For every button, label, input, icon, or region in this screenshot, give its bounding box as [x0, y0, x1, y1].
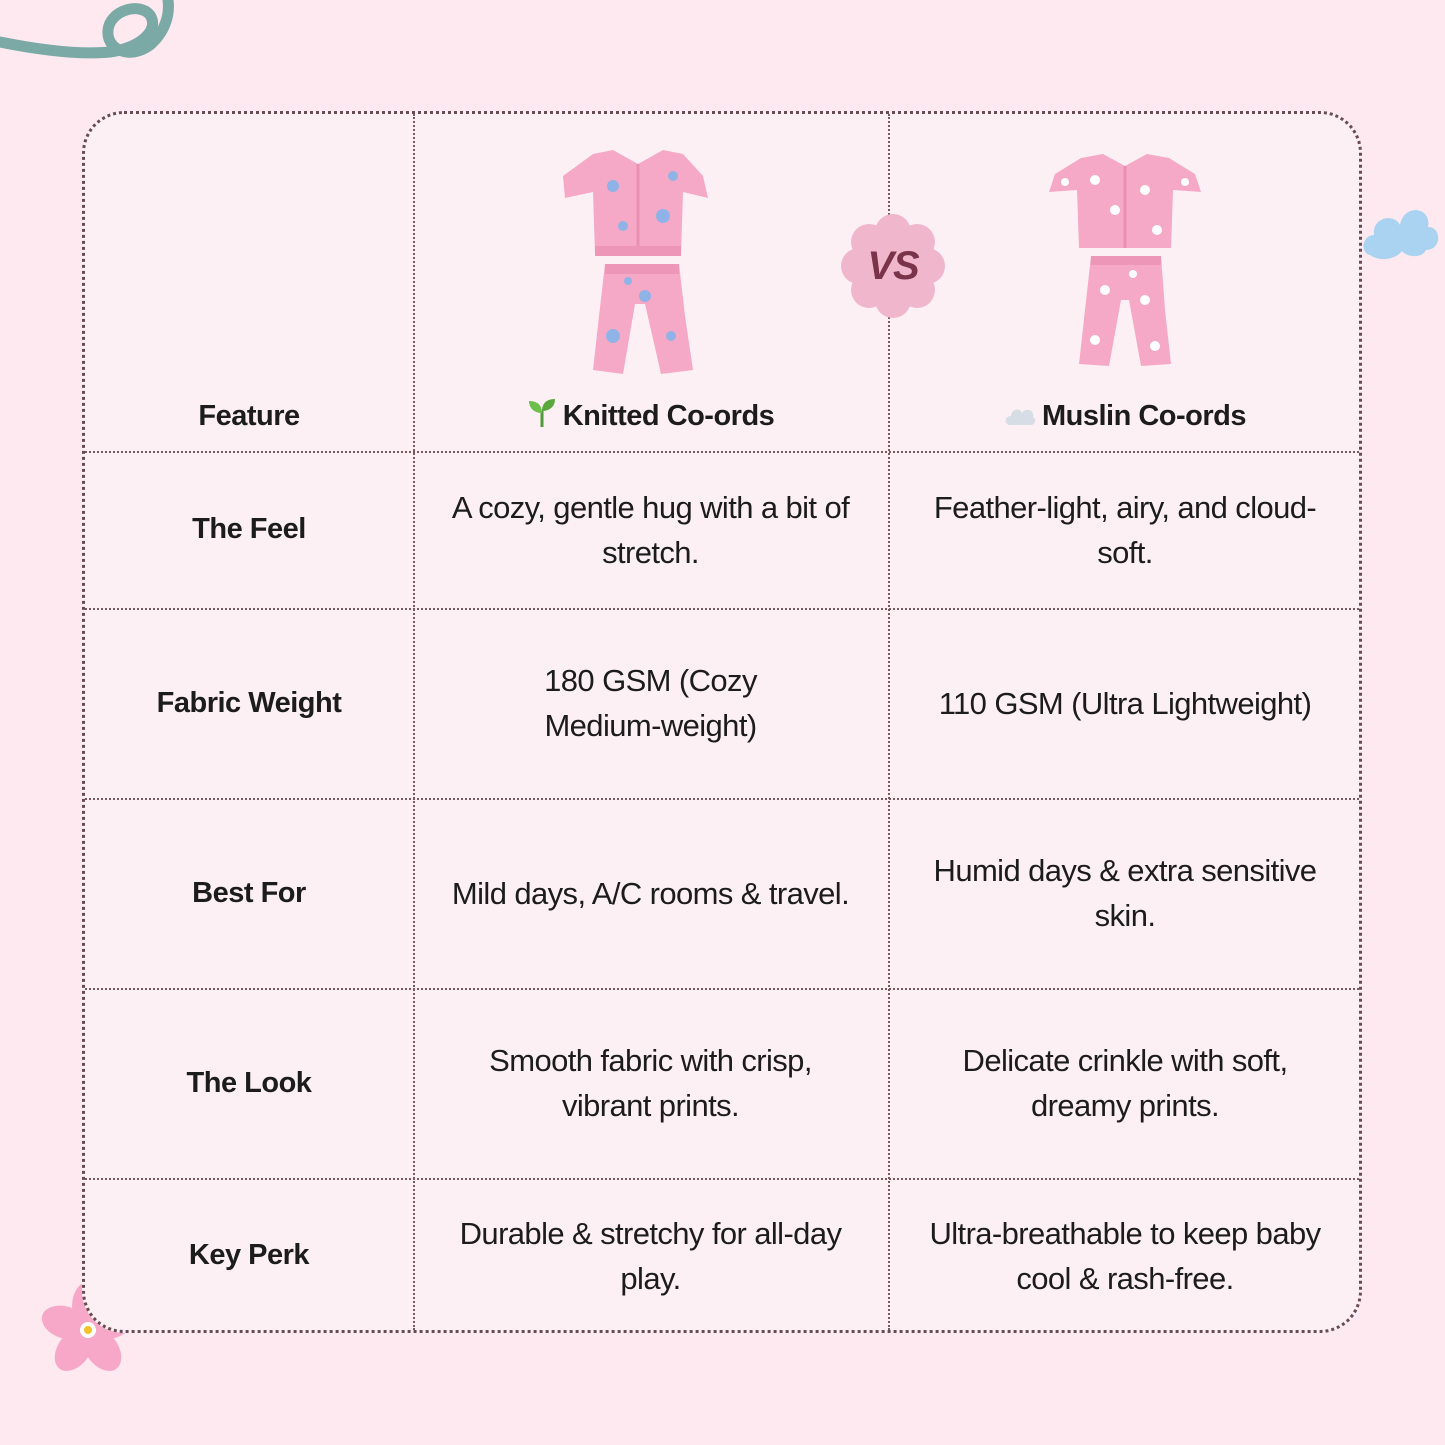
row-knitted-feel: A cozy, gentle hug with a bit of stretch. [451, 489, 850, 570]
row-feature-look: The Look [186, 1066, 312, 1099]
row-feature-key-perk: Key Perk [188, 1239, 310, 1271]
row-muslin-best-for: Humid days & extra sensitive skin. [933, 853, 1317, 933]
row-muslin-key-perk: Ultra-breathable to keep baby cool & rash-free. [929, 1215, 1321, 1296]
row-knitted-best-for: Mild days, A/C rooms & travel. [451, 875, 850, 911]
cloud-icon [1004, 403, 1036, 429]
row-knitted-look: Smooth fabric with crisp, vibrant prints. [489, 1043, 812, 1123]
cloud-decoration [1362, 195, 1442, 270]
row-feature-best-for: Best For [192, 876, 306, 909]
row-knitted-weight: 180 GSM (Cozy Medium-weight) [544, 663, 757, 743]
header-knitted [413, 114, 888, 451]
header-knitted-label: Knitted Co-ords [562, 400, 775, 432]
row-knitted-key-perk: Durable & stretchy for all-day play. [459, 1215, 842, 1296]
swirl-ribbon-decoration [0, 0, 180, 80]
row-muslin-weight: 110 GSM (Ultra Lightweight) [938, 685, 1312, 721]
header-muslin [888, 114, 1362, 451]
comparison-table [82, 111, 1362, 1333]
header-feature: Feature [198, 400, 300, 432]
row-muslin-look: Delicate crinkle with soft, dreamy prints. [962, 1043, 1288, 1123]
row-feature-weight: Fabric Weight [156, 686, 342, 719]
row-muslin-feel: Feather-light, airy, and cloud-soft. [933, 489, 1317, 570]
seedling-icon [527, 397, 557, 429]
vs-label: VS [867, 243, 919, 288]
header-muslin-label: Muslin Co-ords [1041, 400, 1247, 432]
row-feature-feel: The Feel [192, 513, 306, 545]
